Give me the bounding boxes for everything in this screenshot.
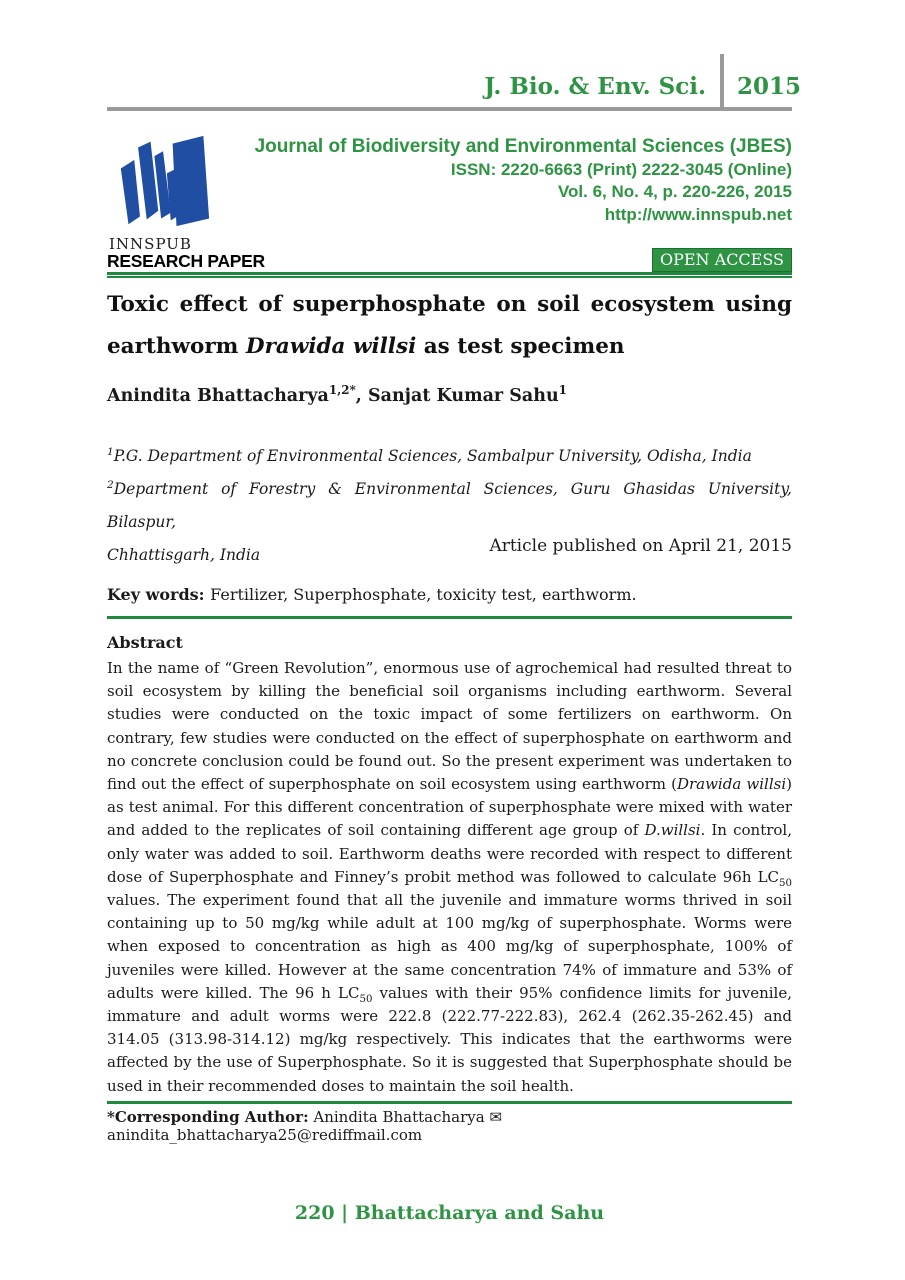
issn-line: ISSN: 2220-6663 (Print) 2222-3045 (Online) [450,159,792,179]
affiliation-2-line1: $^2$Department of Forestry & Environmental Sciences, Guru Ghasidas University, Bilaspur, [107,478,792,531]
banner-rule-thin [107,276,792,278]
banner-rule [107,272,792,278]
author-byline: Anindita Bhattacharya$^{1,2*}$, Sanjat Kumar Sahu$^1$ [107,383,567,406]
journal-name: Journal of Biodiversity and Environmental Sciences (JBES) [254,136,792,157]
keywords-rule [107,616,792,619]
paper-type-label: RESEARCH PAPER [107,251,265,271]
corresponding-author-name: Anindita Bhattacharya [308,1107,490,1126]
email-icon: ✉ [489,1107,503,1126]
publisher-info [255,136,792,226]
running-head [107,54,802,111]
corresponding-rule [107,1101,792,1104]
corresponding-author-line [107,1108,792,1144]
volume-line: Vol. 6, No. 4, p. 220-226, 2015 [557,182,792,201]
banner-rule-thick [107,272,792,275]
keywords-line: Key words: Fertilizer, Superphosphate, toxicity test, earthworm. [107,585,637,604]
open-access-badge: OPEN ACCESS [652,248,792,272]
journal-website-link[interactable]: http://www.innspub.net [604,204,792,224]
abstract-heading: Abstract [107,633,183,652]
masthead [107,130,792,253]
banner-row [107,246,792,272]
page-footer: 220 | Bhattacharya and Sahu [294,1202,605,1224]
innspub-book-logo-icon [109,134,219,230]
abstract-body: In the name of “Green Revolution”, enormous use of agrochemical had resulted threat to soil ecosystem by killing the beneficial soil organisms including earthworm. Several studies were conducted on the toxic impact of some fertilizers on earthworm. On contrary, few studies were conducted on the effect of superphosphate on earthworm and no concrete conclusion could be found out. So the present experiment was undertaken to find out the effect of superphosphate on soil ecosystem using earthworm (Drawida willsi) as test animal. For this different concentration of superphosphate were mixed with water and added to the replicates of soil containing different age group of D.willsi. In control, only water was added to soil. Earthworm deaths were recorded with respect to different dose of Superphosphate and Finney’s probit method was followed to calculate 96h $LC_{50}$ values. The experiment found that all the juvenile and immature worms thrived in soil containing up to 50 mg/kg while adult at 100 mg/kg of superphosphate. Worms were when exposed to concentration as high as 400 mg/kg of superphosphate, 100% of juveniles were killed. However at the same concentration 74% of immature and 53% of adults were killed. The 96 h $LC_{50}$ values with their 95% confidence limits for juvenile, immature and adult worms were 222.8 (222.77-222.83), 262.4 (262.35-262.45) and 314.05 (313.98-314.12) mg/kg respectively. This indicates that the earthworms were affected by the use of Superphosphate. So it is suggested that Superphosphate should be used in their recommended doses to maintain the soil health. [107,659,793,1095]
corresponding-author-label: *Corresponding Author: [107,1107,309,1126]
running-head-year: 2015 [737,73,802,100]
affiliation-1: $^1$P.G. Department of Environmental Sciences, Sambalpur University, Odisha, India [107,445,752,465]
affiliation-2-line2: Chhattisgarh, India [107,546,261,564]
abstract-section [107,633,792,1144]
publisher-logo-label: INNSPUB [109,235,192,253]
article-title [107,284,792,368]
corresponding-author-email[interactable]: anindita_bhattacharya25@rediffmail.com [107,1125,423,1144]
article-title-line1: Toxic effect of superphosphate on soil ecosystem using [107,292,792,317]
running-head-journal-abbrev: J. Bio. & Env. Sci. [484,73,706,100]
published-date: Article published on April 21, 2015 [489,536,792,556]
publisher-logo [109,134,229,253]
article-title-line2: earthworm Drawida willsi as test specimen [107,334,625,359]
